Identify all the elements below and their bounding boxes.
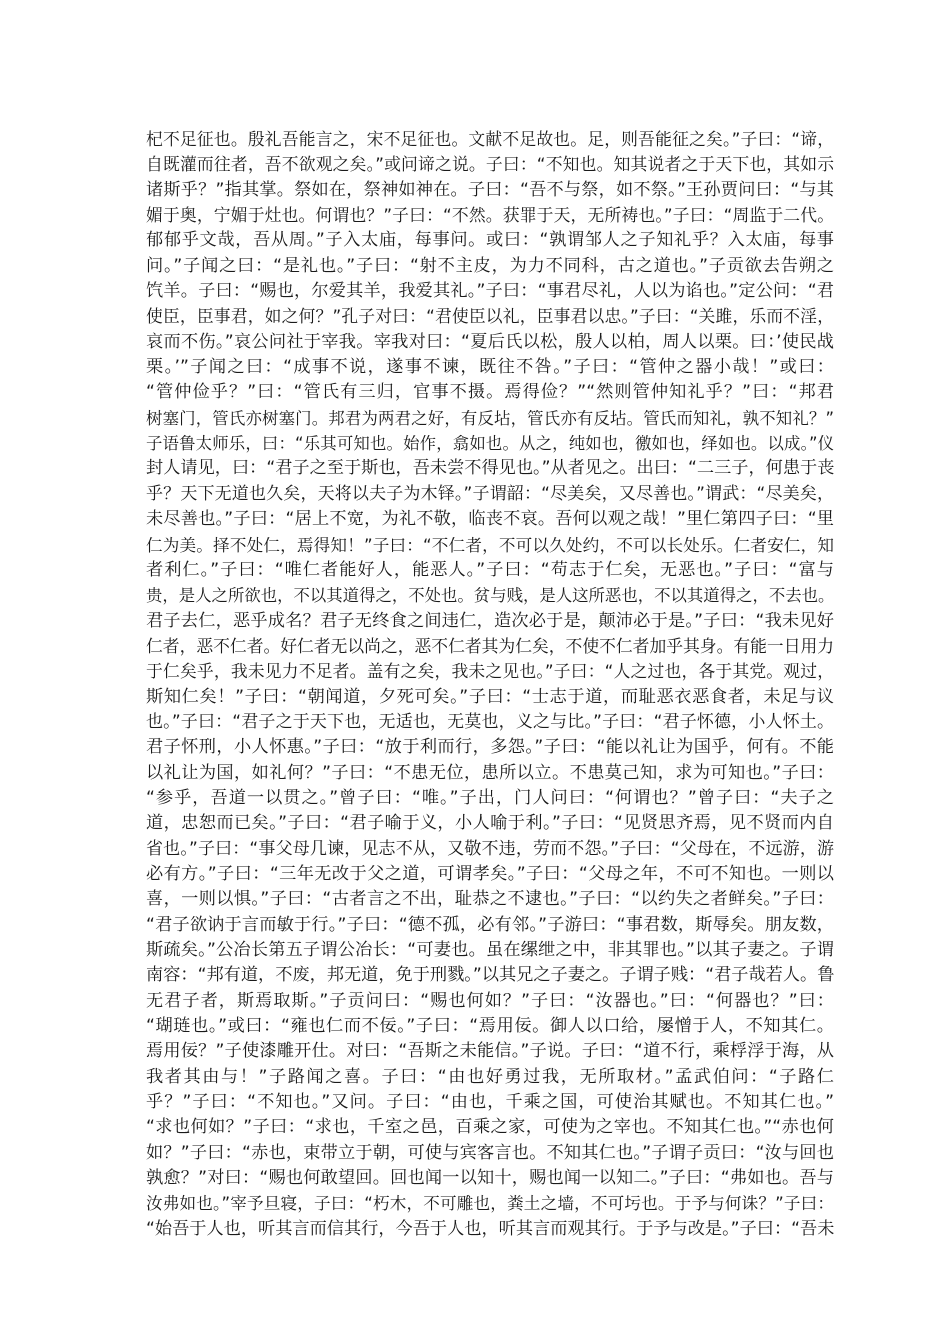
text-line: 喜，一则以惧。”子曰：“古者言之不出，耻恭之不逮也。”子曰：“以约失之者鲜矣。”子曰： xyxy=(146,889,834,910)
text-line: 我者其由与！”子路闻之喜。子曰：“由也好勇过我，无所取材。”孟武伯问：“子路仁 xyxy=(146,1066,834,1087)
text-line: 未尽善也。”子曰：“居上不宽，为礼不敬，临丧不哀。吾何以观之哉！”里仁第四子曰：“里 xyxy=(146,509,834,530)
text-line: “求也何如？”子曰：“求也，千室之邑，百乘之家，可使为之宰也。不知其仁也。”“赤也何 xyxy=(146,1117,834,1138)
text-line: 仁者，恶不仁者。好仁者无以尚之，恶不仁者其为仁矣，不使不仁者加乎其身。有能一日用力 xyxy=(146,635,834,656)
document-body-text xyxy=(146,127,834,1242)
text-line: 于仁矣乎，我未见力不足者。盖有之矣，我未之见也。”子曰：“人之过也，各于其党。观过， xyxy=(146,661,834,682)
text-line: 省也。”子曰：“事父母几谏，见志不从，又敬不违，劳而不怨。”子曰：“父母在，不远游，游 xyxy=(146,838,834,859)
text-line: 饩羊。子曰：“赐也，尔爱其羊，我爱其礼。”子曰：“事君尽礼，人以为谄也。”定公问：“君 xyxy=(146,281,834,302)
text-line: 孰愈？”对曰：“赐也何敢望回。回也闻一以知十，赐也闻一以知二。”子曰：“弗如也。吾与 xyxy=(146,1168,834,1189)
text-line: 乎？天下无道也久矣，天将以夫子为木铎。”子谓韶：“尽美矣，又尽善也。”谓武：“尽美矣， xyxy=(146,483,834,504)
text-line: 以礼让为国，如礼何？”子曰：“不患无位，患所以立。不患莫己知，求为可知也。”子曰： xyxy=(146,762,834,783)
text-line: 斯知仁矣！”子曰：“朝闻道，夕死可矣。”子曰：“士志于道，而耻恶衣恶食者，未足与议 xyxy=(146,686,834,707)
text-line: 如？”子曰：“赤也，束带立于朝，可使与宾客言也。不知其仁也。”子谓子贡曰：“汝与回也 xyxy=(146,1142,834,1163)
text-line: 媚于奥，宁媚于灶也。何谓也？”子曰：“不然。获罪于天，无所祷也。”子曰：“周监于二代。 xyxy=(146,205,834,226)
text-line: 者利仁。”子曰：“唯仁者能好人，能恶人。”子曰：“苟志于仁矣，无恶也。”子曰：“富与 xyxy=(146,559,834,580)
text-line: “君子欲讷于言而敏于行。”子曰：“德不孤，必有邻。”子游曰：“事君数，斯辱矣。朋友数， xyxy=(146,914,834,935)
text-line: 必有方。”子曰：“三年无改于父之道，可谓孝矣。”子曰：“父母之年，不可不知也。一则以 xyxy=(146,863,834,884)
text-line: 自既灌而往者，吾不欲观之矣。”或问谛之说。子曰：“不知也。知其说者之于天下也，其如示 xyxy=(146,154,834,175)
text-line: 汝弗如也。”宰予旦寝，子曰：“朽木，不可雕也，粪土之墙，不可圬也。于予与何诛？”子曰： xyxy=(146,1194,834,1214)
text-line: 贵，是人之所欲也，不以其道得之，不处也。贫与贱，是人这所恶也，不以其道得之，不去也。 xyxy=(146,586,834,606)
text-line: 诸斯乎？”指其掌。祭如在，祭神如神在。子曰：“吾不与祭，如不祭。”王孙贾问曰：“与其 xyxy=(146,179,834,200)
text-line: 子语鲁太师乐，曰：“乐其可知也。始作，翕如也。从之，纯如也，徼如也，绎如也。以成。”仪 xyxy=(146,434,834,454)
text-line: 问。”子闻之曰：“是礼也。”子曰：“射不主皮，为力不同科，古之道也。”子贡欲去告朔之 xyxy=(146,255,834,276)
text-line: “参乎，吾道一以贯之。”曾子曰：“唯。”子出，门人问曰：“何谓也？”曾子曰：“夫子之 xyxy=(146,787,834,808)
text-line: 道，忠恕而已矣。”子曰：“君子喻于义，小人喻于利。”子曰：“见贤思齐焉，见不贤而内自 xyxy=(146,813,834,834)
text-line: “管仲俭乎？”曰：“管氏有三归，官事不摄。焉得俭？”“然则管仲知礼乎？”曰：“邦君 xyxy=(146,382,834,403)
text-line: 南容：“邦有道，不废，邦无道，免于刑戮。”以其兄之子妻之。子谓子贱：“君子哉若人。鲁 xyxy=(146,965,834,986)
text-line: 君子去仁，恶乎成名？君子无终食之间违仁，造次必于是，颠沛必于是。”子曰：“我未见好 xyxy=(146,610,834,631)
text-line: 郁郁乎文哉，吾从周。”子入太庙，每事问。或曰：“孰谓邹人之子知礼乎？入太庙，每事 xyxy=(146,230,834,251)
text-line: 树塞门，管氏亦树塞门。邦君为两君之好，有反坫，管氏亦有反坫。管氏而知礼，孰不知礼？” xyxy=(146,408,834,428)
text-line: 斯疏矣。”公冶长第五子谓公冶长：“可妻也。虽在缧绁之中，非其罪也。”以其子妻之。子谓 xyxy=(146,940,834,960)
text-line: “瑚琏也。”或曰：“雍也仁而不佞。”子曰：“焉用佞。御人以口给，屡憎于人，不知其仁。 xyxy=(146,1016,834,1037)
text-line: “始吾于人也，听其言而信其行，今吾于人也，听其言而观其行。于予与改是。”子曰：“吾未 xyxy=(146,1218,834,1239)
text-line: 君子怀刑，小人怀惠。”子曰：“放于利而行，多怨。”子曰：“能以礼让为国乎，何有。不能 xyxy=(146,737,834,758)
text-line: 焉用佞？”子使漆雕开仕。对曰：“吾斯之未能信。”子说。子曰：“道不行，乘桴浮于海，从 xyxy=(146,1041,834,1062)
text-line: 仁为美。择不处仁，焉得知！”子曰：“不仁者，不可以久处约，不可以长处乐。仁者安仁，知 xyxy=(146,535,834,555)
text-line: 无君子者，斯焉取斯。”子贡问曰：“赐也何如？”子曰：“汝器也。”曰：“何器也？”曰： xyxy=(146,990,834,1011)
text-line: 使臣，臣事君，如之何？”孔子对曰：“君使臣以礼，臣事君以忠。”子曰：“关雎，乐而不淫， xyxy=(146,306,834,327)
text-line: 封人请见，曰：“君子之至于斯也，吾未尝不得见也。”从者见之。出曰：“二三子，何患于丧 xyxy=(146,458,834,479)
text-line: 栗。’”子闻之曰：“成事不说，遂事不谏，既往不咎。”子曰：“管仲之器小哉！”或曰： xyxy=(146,357,834,378)
text-line: 哀而不伤。”哀公问社于宰我。宰我对曰：“夏后氏以松，殷人以柏，周人以栗。曰：’使民战 xyxy=(146,331,834,352)
text-line: 杞不足征也。殷礼吾能言之，宋不足征也。文献不足故也。足，则吾能征之矣。”子曰：“谛， xyxy=(146,129,834,149)
text-line: 也。”子曰：“君子之于天下也，无适也，无莫也，义之与比。”子曰：“君子怀德，小人怀土。 xyxy=(146,711,834,732)
text-line: 乎？”子曰：“不知也。”又问。子曰：“由也，千乘之国，可使治其赋也。不知其仁也。” xyxy=(146,1092,834,1113)
